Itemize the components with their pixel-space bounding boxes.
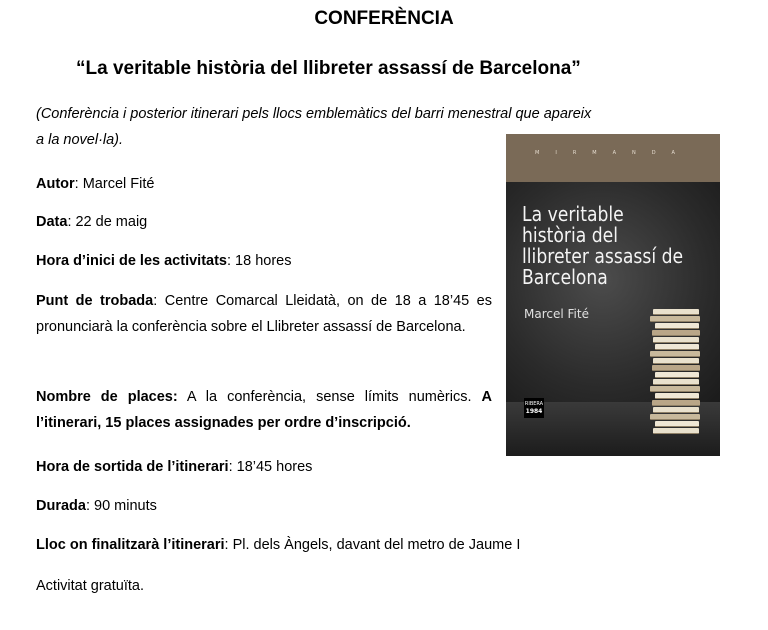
places-value: A la conferència, sense límits numèrics.	[177, 389, 482, 405]
book-stack-illustration	[650, 309, 702, 421]
closing-text: Activitat gratuïta.	[36, 578, 144, 594]
durada-label: Durada	[36, 498, 86, 514]
page-heading: CONFERÈNCIA	[314, 8, 454, 29]
punt-trobada-label: Punt de trobada	[36, 293, 154, 309]
durada-row	[36, 493, 157, 519]
places-row	[36, 384, 492, 436]
publisher-logo	[524, 398, 544, 418]
hora-sortida-value: : 18’45 hores	[228, 459, 313, 475]
data-label: Data	[36, 214, 68, 230]
lloc-final-label: Lloc on finalitzarà l’itinerari	[36, 537, 225, 553]
publisher-number: 1984	[525, 408, 543, 415]
conference-title: “La veritable història del llibreter assassí de Barcelona”	[76, 58, 581, 79]
places-itinerari: A l’itinerari, 15 places assignades per ordre d’inscripció.	[36, 389, 492, 431]
intro-line-1: (Conferència i posterior itinerari pels llocs emblemàtics del barri menestral que apareix	[36, 106, 592, 122]
autor-value: : Marcel Fité	[74, 176, 155, 192]
data-row	[36, 209, 147, 235]
book-cover	[506, 134, 720, 456]
autor-row	[36, 171, 154, 197]
hora-sortida-label: Hora de sortida de l’itinerari	[36, 459, 229, 475]
intro-line-2: a la novel·la).	[36, 132, 124, 148]
cover-author: Marcel Fité	[524, 307, 589, 321]
places-label: Nombre de places:	[36, 389, 178, 405]
series-name: MIRMANDA	[535, 150, 691, 156]
durada-value: : 90 minuts	[85, 498, 157, 514]
lloc-final-row	[36, 532, 520, 558]
cover-band	[506, 134, 720, 182]
hora-sortida-row	[36, 454, 312, 480]
hora-inici-row	[36, 248, 292, 274]
punt-trobada-value: : Centre Comarcal Lleidatà, on de 18 a 18’45 es pronunciarà la conferència sobre el Llibreter assassí de Barcelona.	[36, 293, 492, 335]
data-value: : 22 de maig	[67, 214, 148, 230]
hora-inici-value: : 18 hores	[227, 253, 292, 269]
cover-title: La veritable història del llibreter assassí de Barcelona	[522, 202, 684, 289]
lloc-final-value: : Pl. dels Àngels, davant del metro de Jaume I	[224, 537, 521, 553]
publisher-name: RIBERA	[524, 401, 544, 407]
autor-label: Autor	[36, 176, 75, 192]
hora-inici-label: Hora d’inici de les activitats	[36, 253, 227, 269]
punt-trobada-row	[36, 288, 492, 340]
